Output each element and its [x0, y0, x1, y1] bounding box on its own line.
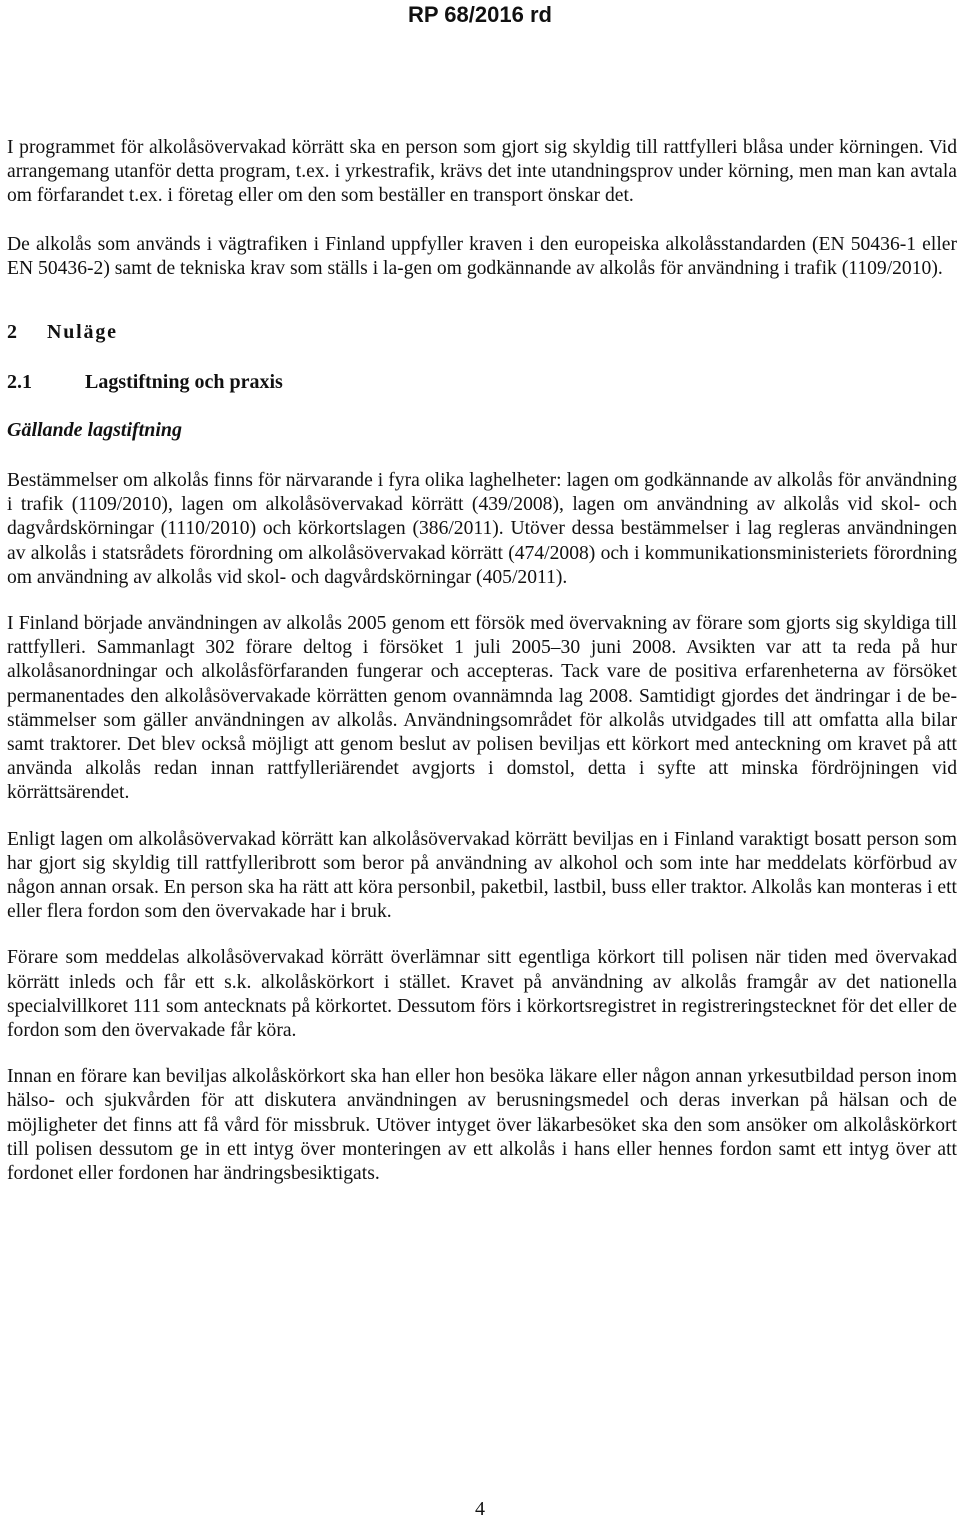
subheading-current-legislation: Gällande lagstiftning	[7, 419, 183, 442]
paragraph-legislation-overview: Bestämmelser om alkolås finns för närvarande i fyra olika laghelheter: lagen om godkännande av alkolås för användning i trafik (1109/2010), lagen om alkolåsövervakad körrätt (439/2008), lagen om användning av alkolås vid skol- och dagvårdskörningar (1110/2010) och körkortslagen (386/2011). Utöver dessa bestämmelser i lag regleras användningen av alkolås i statsrådets förordning om alkolåsövervakad körrätt (474/2008) och i kommunikationsministeriets förordning om användning av alkolås vid skol- och dagvårdskörningar (405/2011).	[7, 470, 957, 588]
paragraph-eligibility: Enligt lagen om alkolåsövervakad körrätt kan alkolåsövervakad körrätt beviljas en i Finland varaktigt bosatt person som har gjort sig skyldig till rattfylleribrott som beror på användning av alkohol och som inte har meddelats körförbud av någon annan orsak. En person ska ha rätt att köra personbil, paketbil, lastbil, buss eller traktor. Alkolås kan monteras i ett eller flera fordon som den övervakade har i bruk.	[7, 828, 957, 923]
document-body	[7, 136, 957, 1186]
paragraph-license-procedure: Förare som meddelas alkolåsövervakad körrätt överlämnar sitt egentliga körkort till polisen när tiden med övervakad körrätt inleds och får ett s.k. alkolåskörkort i stället. Kravet på användning av alkolås framgår av det nationella specialvillkoret 111 som antecknats på körkortet. Dessutom förs i körkortsregistret in registreringstecknet för det eller de fordon som den övervakade får köra.	[7, 947, 957, 1042]
section-title: Nuläge	[47, 321, 118, 344]
section-number: 2	[7, 321, 17, 344]
paragraph-history: I Finland började användningen av alkolås 2005 genom ett försök med övervakning av förare som gjorts sig skyldiga till rattfylleri. Sammanlagt 302 förare deltog i försöket 1 juli 2005–30 juni 2008. Avsikten var att ta reda på hur alkolåsanordningar och alkolåsförfaranden fungerar och accepteras. Tack vare de positiva erfarenheterna av försöket permanentades den alkolåsövervakade körrätten genom ovannämnda lag 2008. Samtidigt gjordes det ändringar i de bestämmelser som gäller användningen av alkolås. Användningsområdet för alkolås utvidgades till att omfatta alla bilar samt traktorer. Det blev också möjligt att genom beslut av polisen beviljas ett körkort med anteckning om kravet på att använda alkolås redan innan rattfylleriärendet avgjorts i domstol, detta i syfte att minska fördröjningen vid körrättsärendet.	[7, 613, 957, 804]
document-reference: RP 68/2016 rd	[408, 2, 552, 27]
paragraph-alcolock-standards: De alkolås som används i vägtrafiken i Finland uppfyller kraven i den europeiska alkolåsstandarden (EN 50436-1 eller EN 50436-2) samt de tekniska krav som ställs i la-gen om godkännande av alkolås för användning i trafik (1109/2010).	[7, 233, 957, 279]
section-heading	[7, 319, 957, 345]
subsection-title: Lagstiftning och praxis	[85, 371, 283, 394]
paragraph-medical-requirements: Innan en förare kan beviljas alkolåskörkort ska han eller hon besöka läkare eller någon annan yrkesutbildad person inom hälso- och sjukvården för att diskutera användningen av berusningsmedel och deras inverkan på hälsan och de möjligheter det finns att få vård för missbruk. Utöver intyget över läkarbesöket ska den som ansöker om alkolåskörkort till polisen dessutom ge in ett intyg över monteringen av ett alkolås i hans eller hennes fordon samt ett intyg över att fordonet eller fordonen har ändringsbesiktigats.	[7, 1066, 957, 1185]
subsection-number: 2.1	[7, 371, 32, 394]
subsection-heading	[7, 369, 957, 395]
page-number: 4	[475, 1498, 485, 1520]
paragraph-alcolock-program: I programmet för alkolåsövervakad körrätt ska en person som gjort sig skyldig till rattfylleri blåsa under körningen. Vid arrangemang utanför detta program, t.ex. i yrkestrafik, krävs det inte utandningsprov under körning, men man kan avtala om förfarandet t.ex. i företag eller om den som beställer en transport önskar det.	[7, 137, 957, 207]
document-header	[0, 2, 960, 28]
